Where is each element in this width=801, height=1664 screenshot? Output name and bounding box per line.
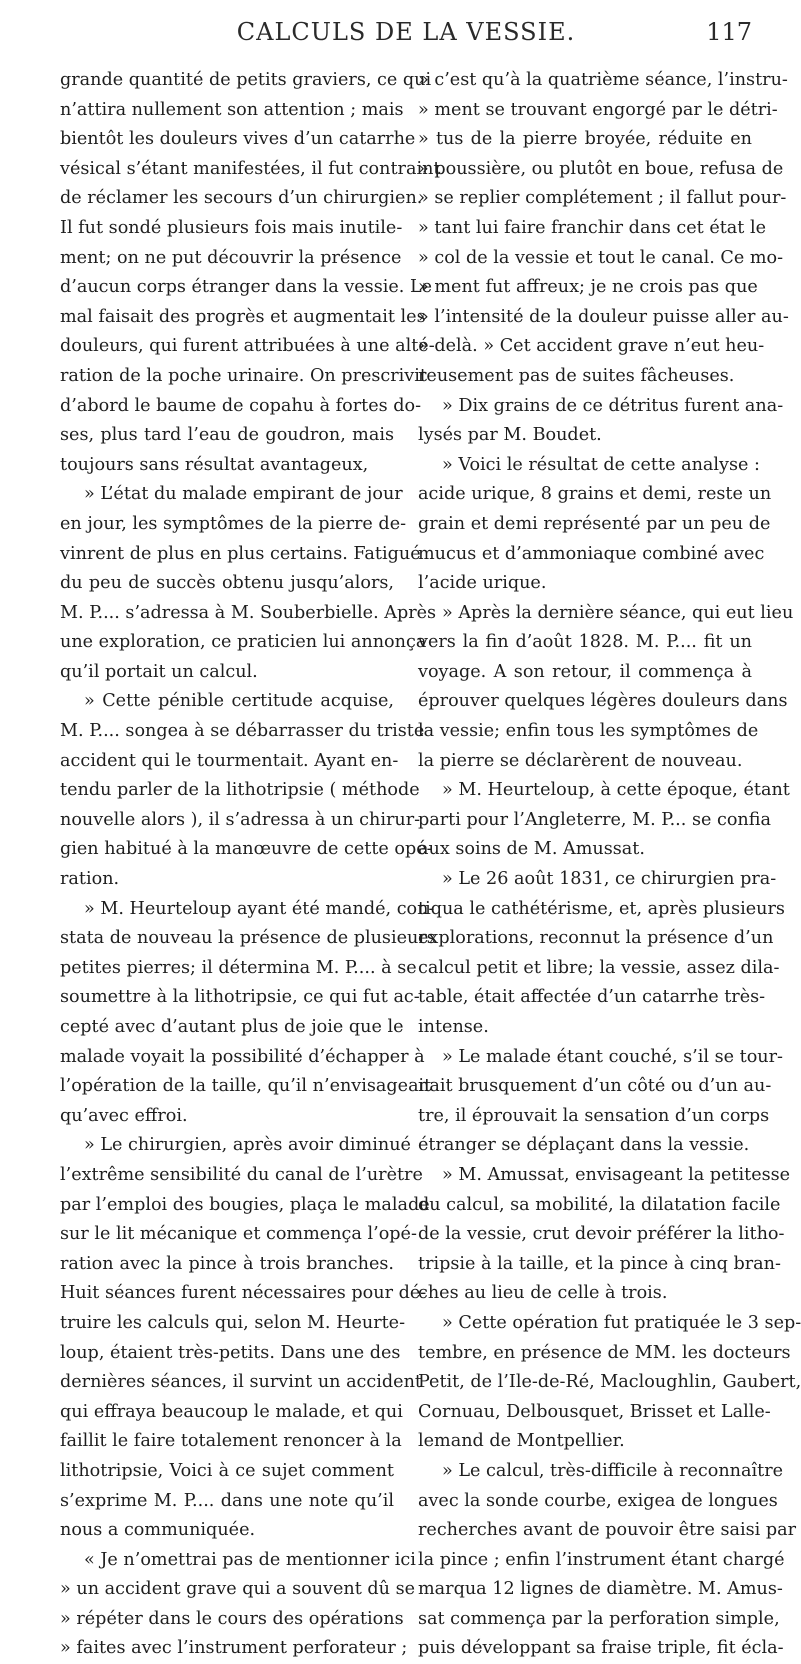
text-line: de réclamer les secours d’un chirurgien.	[60, 188, 423, 209]
text-line: lithotripsie, Voici à ce sujet comment	[60, 1460, 394, 1481]
text-line: tripsie à la taille, et la pince à cinq bran-	[418, 1253, 781, 1274]
text-line: une exploration, ce praticien lui annonça	[60, 632, 427, 653]
text-line: intense.	[418, 1017, 489, 1037]
text-line: » Après la dernière séance, qui eut lieu	[442, 602, 794, 623]
text-columns	[60, 66, 801, 1664]
text-line: mucus et d’ammoniaque combiné avec	[418, 543, 765, 564]
text-line: grain et demi représenté par un peu de	[418, 513, 771, 534]
text-line: la vessie; enfin tous les symptômes de	[418, 721, 759, 742]
text-line: tre, il éprouvait la sensation d’un corps	[418, 1105, 770, 1126]
text-line: qu’avec effroi.	[60, 1105, 188, 1126]
text-line: » un accident grave qui a souvent dû se	[60, 1579, 416, 1600]
text-line: » faites avec l’instrument perforateur ;	[60, 1638, 408, 1659]
text-line: table, était affectée d’un catarrhe très-	[418, 987, 766, 1008]
text-line: explorations, reconnut la présence d’un	[418, 928, 774, 949]
text-line: d’aucun corps étranger dans la vessie. Le	[60, 277, 433, 298]
text-line: M. P.... s’adressa à M. Souberbielle. Après	[60, 602, 437, 623]
text-line: aux soins de M. Amussat.	[418, 839, 645, 860]
left-column	[60, 66, 441, 1664]
text-line: nouvelle alors ), il s’adressa à un chirur-	[60, 809, 421, 830]
text-line: Il fut sondé plusieurs fois mais inutile-	[60, 217, 403, 238]
text-line: douleurs, qui furent attribuées à une alté-	[60, 336, 435, 357]
text-line: étranger se déplaçant dans la vessie.	[418, 1135, 750, 1156]
text-line: s’exprime M. P.... dans une note qu’il	[60, 1490, 394, 1511]
page-header	[60, 18, 752, 54]
text-line: » ment se trouvant engorgé par le détri-	[418, 99, 778, 120]
text-line: tembre, en présence de MM. les docteurs	[418, 1342, 791, 1363]
text-line: accident qui le tourmentait. Ayant en-	[60, 750, 399, 771]
text-line: » Cette opération fut pratiquée le 3 sep-	[442, 1312, 801, 1333]
text-line: vers la fin d’août 1828. M. P.... fit un	[418, 632, 752, 653]
text-line: éprouver quelques légères douleurs dans	[418, 691, 788, 712]
text-line: ration.	[60, 869, 120, 890]
text-line: » répéter dans le cours des opérations	[60, 1608, 404, 1629]
text-line: » col de la vessie et tout le canal. Ce mo-	[418, 247, 784, 268]
text-line: » l’intensité de la douleur puisse aller au-	[418, 306, 789, 327]
text-line: sat commença par la perforation simple,	[418, 1608, 780, 1629]
right-column	[418, 66, 801, 1664]
text-line: nait brusquement d’un côté ou d’un au-	[418, 1076, 772, 1097]
text-line: petites pierres; il détermina M. P.... à se	[60, 957, 417, 978]
text-line: vésical s’étant manifestées, il fut contraint	[60, 158, 441, 179]
text-line: en jour, les symptômes de la pierre de-	[60, 513, 407, 534]
text-line: » Le calcul, très-difficile à reconnaître	[442, 1460, 784, 1481]
text-line: tiqua le cathétérisme, et, après plusieurs	[418, 898, 785, 919]
text-line: ches au lieu de celle à trois.	[418, 1283, 668, 1304]
text-line: soumettre à la lithotripsie, ce qui fut ac-	[60, 987, 420, 1008]
text-line: » L’état du malade empirant de jour	[84, 484, 403, 505]
text-line: » Le 26 août 1831, ce chirurgien pra-	[442, 869, 777, 890]
text-line: » delà. » Cet accident grave n’eut heu-	[418, 336, 765, 357]
text-line: l’extrême sensibilité du canal de l’urètre	[60, 1164, 423, 1185]
text-line: par l’emploi des bougies, plaça le malade	[60, 1194, 430, 1215]
text-line: » ment fut affreux; je ne crois pas que	[418, 277, 758, 298]
running-title: CALCULS DE LA VESSIE.	[236, 18, 576, 46]
text-line: d’abord le baume de copahu à fortes do-	[60, 395, 422, 416]
text-line: » poussière, ou plutôt en boue, refusa de	[418, 158, 784, 179]
text-line: gien habitué à la manœuvre de cette opé-	[60, 839, 433, 860]
text-line: ses, plus tard l’eau de goudron, mais	[60, 425, 394, 446]
text-line: » tus de la pierre broyée, réduite en	[418, 129, 752, 150]
text-line: ration de la poche urinaire. On prescrivit	[60, 365, 427, 386]
text-line: faillit le faire totalement renoncer à la	[60, 1431, 402, 1452]
text-line: mal faisait des progrès et augmentait les	[60, 306, 426, 327]
text-line: » M. Amussat, envisageant la petitesse	[442, 1164, 791, 1185]
text-line: du peu de succès obtenu jusqu’alors,	[60, 573, 394, 594]
text-line: dernières séances, il survint un accident	[60, 1372, 422, 1393]
text-line: la pierre se déclarèrent de nouveau.	[418, 750, 743, 771]
text-line: voyage. A son retour, il commença à	[418, 661, 752, 682]
text-line: » M. Heurteloup, à cette époque, étant	[442, 780, 790, 801]
text-line: » tant lui faire franchir dans cet état le	[418, 217, 766, 238]
text-line: l’acide urique.	[418, 573, 547, 594]
text-line: grande quantité de petits graviers, ce qui	[60, 70, 432, 90]
text-line: » Voici le résultat de cette analyse :	[442, 454, 760, 475]
text-line: tendu parler de la lithotripsie ( méthode	[60, 780, 420, 801]
text-line: avec la sonde courbe, exigea de longues	[418, 1490, 778, 1511]
text-line: marqua 12 lignes de diamètre. M. Amus-	[418, 1579, 783, 1600]
text-line: ment; on ne put découvrir la présence	[60, 247, 402, 268]
text-line: Cornuau, Delbousquet, Brisset et Lalle-	[418, 1401, 771, 1422]
text-line: » M. Heurteloup ayant été mandé, con-	[84, 898, 435, 919]
text-line: acide urique, 8 grains et demi, reste un	[418, 484, 772, 505]
text-line: toujours sans résultat avantageux,	[60, 454, 369, 475]
text-line: lemand de Montpellier.	[418, 1431, 625, 1452]
text-line: recherches avant de pouvoir être saisi par	[418, 1520, 797, 1541]
text-line: reusement pas de suites fâcheuses.	[418, 365, 735, 386]
text-line: n’attira nullement son attention ; mais	[60, 99, 404, 120]
page-number: 117	[706, 18, 752, 46]
text-line: malade voyait la possibilité d’échapper à	[60, 1046, 425, 1067]
text-line: » c’est qu’à la quatrième séance, l’instru-	[418, 70, 788, 90]
text-line: truire les calculs qui, selon M. Heurte-	[60, 1312, 406, 1333]
text-line: vinrent de plus en plus certains. Fatigué	[60, 543, 421, 564]
text-line: ration avec la pince à trois branches.	[60, 1253, 394, 1274]
text-line: nous a communiquée.	[60, 1520, 256, 1541]
text-line: qu’il portait un calcul.	[60, 661, 258, 682]
text-line: stata de nouveau la présence de plusieurs	[60, 928, 436, 949]
text-line: puis développant sa fraise triple, fit écla-	[418, 1638, 784, 1659]
text-line: Huit séances furent nécessaires pour dé-	[60, 1283, 427, 1304]
text-line: » Le chirurgien, après avoir diminué	[84, 1135, 411, 1156]
text-line: qui effraya beaucoup le malade, et qui	[60, 1401, 403, 1422]
text-line: » Cette pénible certitude acquise,	[84, 691, 394, 712]
text-line: » se replier complétement ; il fallut pour-	[418, 188, 787, 209]
text-line: cepté avec d’autant plus de joie que le	[60, 1017, 404, 1037]
text-line: du calcul, sa mobilité, la dilatation facile	[418, 1194, 781, 1215]
text-line: calcul petit et libre; la vessie, assez dila-	[418, 957, 780, 978]
text-line: de la vessie, crut devoir préférer la litho-	[418, 1224, 785, 1245]
text-line: sur le lit mécanique et commença l’opé-	[60, 1224, 417, 1245]
text-line: lysés par M. Boudet.	[418, 425, 602, 446]
text-line: loup, étaient très-petits. Dans une des	[60, 1342, 401, 1363]
text-line: » Dix grains de ce détritus furent ana-	[442, 395, 784, 416]
text-line: la pince ; enfin l’instrument étant chargé	[418, 1549, 785, 1570]
text-line: « Je n’omettrai pas de mentionner ici	[84, 1549, 416, 1570]
text-line: Petit, de l’Ile-de-Ré, Macloughlin, Gaubert,	[418, 1372, 801, 1393]
text-line: bientôt les douleurs vives d’un catarrhe	[60, 129, 416, 150]
text-line: » Le malade étant couché, s’il se tour-	[442, 1046, 783, 1067]
text-line: l’opération de la taille, qu’il n’envisageait	[60, 1076, 432, 1097]
text-line: M. P.... songea à se débarrasser du triste	[60, 721, 425, 742]
text-line: parti pour l’Angleterre, M. P... se confia	[418, 809, 771, 830]
